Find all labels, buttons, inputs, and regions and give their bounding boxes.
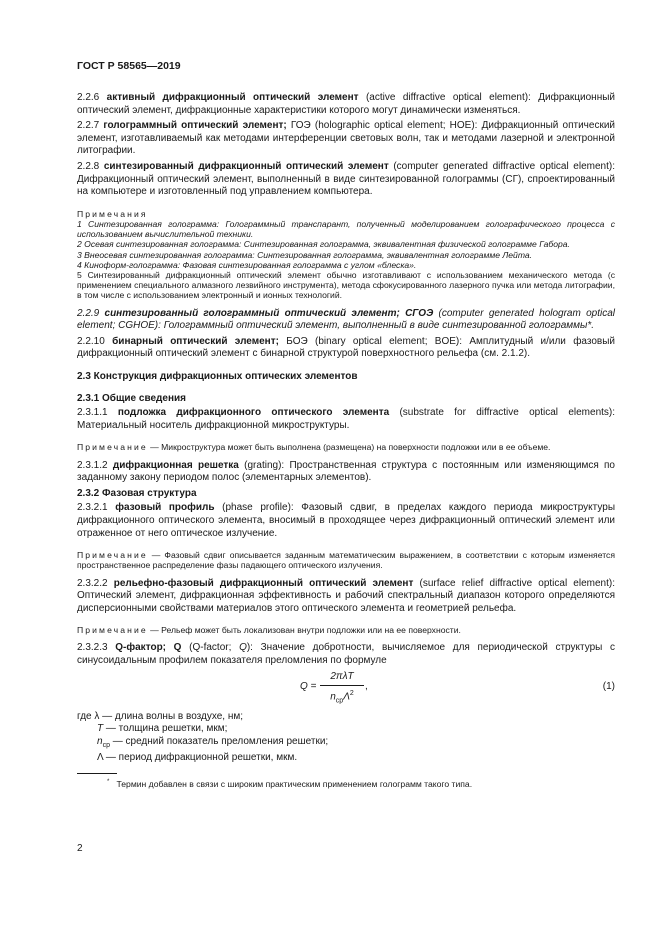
page-number: 2 [77,843,83,854]
note-item-3: 3 Внеосевая синтезированная голограмма: Синтезированная голограмма, эквивалентная голограмме Лейта. [77,249,533,260]
section-heading-2-3-1: 2.3.1 Общие сведения [77,392,186,404]
term-number: 2.3.1.2 [77,459,113,471]
term-title: голограммный оптический элемент; [103,120,287,132]
term-number: 2.3.2.1 [77,502,116,514]
term-2-3-1-1 [77,407,615,432]
term-2-2-9 [77,308,615,333]
term-number: 2.2.7 [77,120,104,132]
term-title: бинарный оптический элемент; [112,335,279,347]
term-2-2-6 [77,92,615,117]
note-label: Примечание [77,442,148,453]
term-2-2-7 [77,120,615,158]
footnote [77,777,615,789]
formula-number: (1) [602,680,615,692]
footnote-text: Термин добавлен в связи с широким практическим применением голограмм такого типа. [116,778,473,789]
formula-q-factor [77,671,615,711]
footnote-separator [77,773,117,774]
term-number: 2.2.10 [77,335,113,347]
term-definition: (phase profile): Фазовый сдвиг, в пределах каждого периода микроструктуры дифракционного оптического элемента, вносимый в проходящее через дифракционный оптический элемент или отраженное от него оптическое излучение. [77,502,616,539]
where-intro: где λ — длина волны в воздухе, нм; [77,710,244,722]
term-2-3-2-2 [77,578,615,616]
page-content [77,92,615,789]
notes-title: Примечания [77,208,148,219]
symbol-n: n [97,735,103,747]
term-definition: (active diffractive optical element): Дифракционный оптический элемент, дифракционные характеристики которого могут динамически изменяться. [77,92,616,116]
term-number: 2.3.2.2 [77,577,114,589]
formula-denominator [320,686,364,708]
term-title: подложка дифракционного оптического элемента [117,407,390,419]
term-title: синтезированный дифракционный оптический элемент [103,160,389,172]
term-symbol: Q [239,642,247,654]
term-2-2-8 [77,161,615,199]
formula-comma: , [365,680,368,692]
term-number: 2.2.6 [77,92,107,103]
note-item-2: 2 Осевая синтезированная голограмма: Синтезированная голограмма, эквивалентная физической голограмме Габора. [77,239,570,250]
term-number: 2.3.2.3 [77,642,116,654]
term-definition-end: ): Значение добротности, вычисляемое для периодической структуры с синусоидальным профилем показателя преломления по формуле [77,642,616,667]
note-text: — Фазовый сдвиг описывается заданным математическим выражением, в соответствии с которым изменяется пространственное распределение фазы падающего оптического излучения. [77,550,615,571]
where-thickness [77,723,615,736]
term-definition: БОЭ (binary optical element; BOE): Амплитудный и/или фазовый дифракционный оптический элемент с бинарной структурой поверхностного рельефа (см. 2.1.2). [77,335,615,360]
formula-lhs: Q = [300,680,317,692]
term-title: дифракционная решетка [112,459,239,471]
term-2-2-10 [77,336,615,361]
note-text: — Микроструктура может быть выполнена (размещена) на поверхности подложки или в ее объеме. [147,442,551,453]
symbol-n-subscript: ср [102,741,110,749]
symbol-n-desc: — средний показатель преломления решетки; [109,735,329,747]
formula-numerator: 2πλT [320,671,364,687]
note-item-5: 5 Синтезированный дифракционный оптический элемент обычно изготавливают с использованием механического метода (с применением специального алмазного лезвийного инструмента), метода сфокусированного лазерного пучка или методa литографии, в том числе с использованием электронный и ионных технологий. [77,269,615,301]
denominator-exponent: 2 [349,690,354,698]
document-header: ГОСТ Р 58565—2019 [77,60,181,72]
term-definition: (surface relief diffractive optical element): Оптический элемент, дифракционная эффективность и рабочий спектральный диапазон которого определяются дисперсионными свойствами материалов этого оптического элемента и геометрией рельефа. [77,577,615,614]
denominator-subscript: ср [335,697,344,705]
term-2-3-1-2 [77,460,615,485]
symbol-t: T [97,723,104,735]
footnote-mark: * [107,779,110,786]
term-definition: (Q-factor; [181,642,240,654]
term-number: 2.2.8 [77,160,104,172]
term-definition: (substrate for diffractive optical elements): Материальный носитель дифракционной микроструктуры. [77,407,616,431]
denominator-n: n [330,691,336,703]
note-relief [77,625,615,635]
section-heading-2-3-2: 2.3.2 Фазовая структура [77,487,197,499]
term-number: 2.2.9 [77,307,105,319]
term-definition: (computer generated diffractive optical element): Дифракционный оптический элемент, выполненный в виде синтезированной голограммы (СГ), спроектированный на компьютере и изготовленный под управлением компьютера. [77,160,615,198]
term-definition: (computer generated hologram optical element; CGHOE): Голограммный оптический элемент, выполненный в виде синтезированной голограммы*. [77,307,615,332]
denominator-lambda: Λ [343,691,350,703]
note-label: Примечание [77,550,148,561]
note-phase-profile [77,550,615,570]
where-period: Λ — период дифракционной решетки, мкм. [97,752,298,764]
term-title: Q-фактор; Q [115,642,182,654]
term-2-3-2-1 [77,502,615,540]
note-substrate [77,442,615,452]
term-title: фазовый профиль [115,502,215,514]
symbol-t-desc: — толщина решетки, мкм; [103,723,228,735]
formula-fraction [320,671,364,709]
note-item-4: 4 Киноформ-голограмма: Фазовая синтезированная голограмма с углом «блеска». [77,259,417,270]
term-2-3-2-3 [77,642,615,667]
where-index [77,736,615,753]
term-title: рельефно-фазовый дифракционный оптический элемент [113,577,414,589]
note-text: — Рельеф может быть локализован внутри подложки или на ее поверхности. [147,625,461,636]
term-number: 2.3.1.1 [77,407,118,419]
term-title: активный дифракционный оптический элемент [106,92,359,103]
section-heading-2-3: 2.3 Конструкция дифракционных оптических элементов [77,370,358,382]
term-definition: ГОЭ (holographic optical element; HOE): Дифракционный оптический элемент, изготавливаемый как методами интерференции световых волн, так и методами лазерной и электронной литографии. [77,120,615,157]
term-title: синтезированный голограммный оптический элемент; СГОЭ [104,307,434,319]
term-definition: (grating): Пространственная структура с постоянным или изменяющимся по заданному закону периодом полос (элементарных элементов). [77,459,615,484]
note-label: Примечание [77,625,148,636]
note-item-1: 1 Синтезированная голограмма: Голограммный транспарант, полученный моделированием голографического процесса с использованием вычислительной техники. [77,218,615,240]
